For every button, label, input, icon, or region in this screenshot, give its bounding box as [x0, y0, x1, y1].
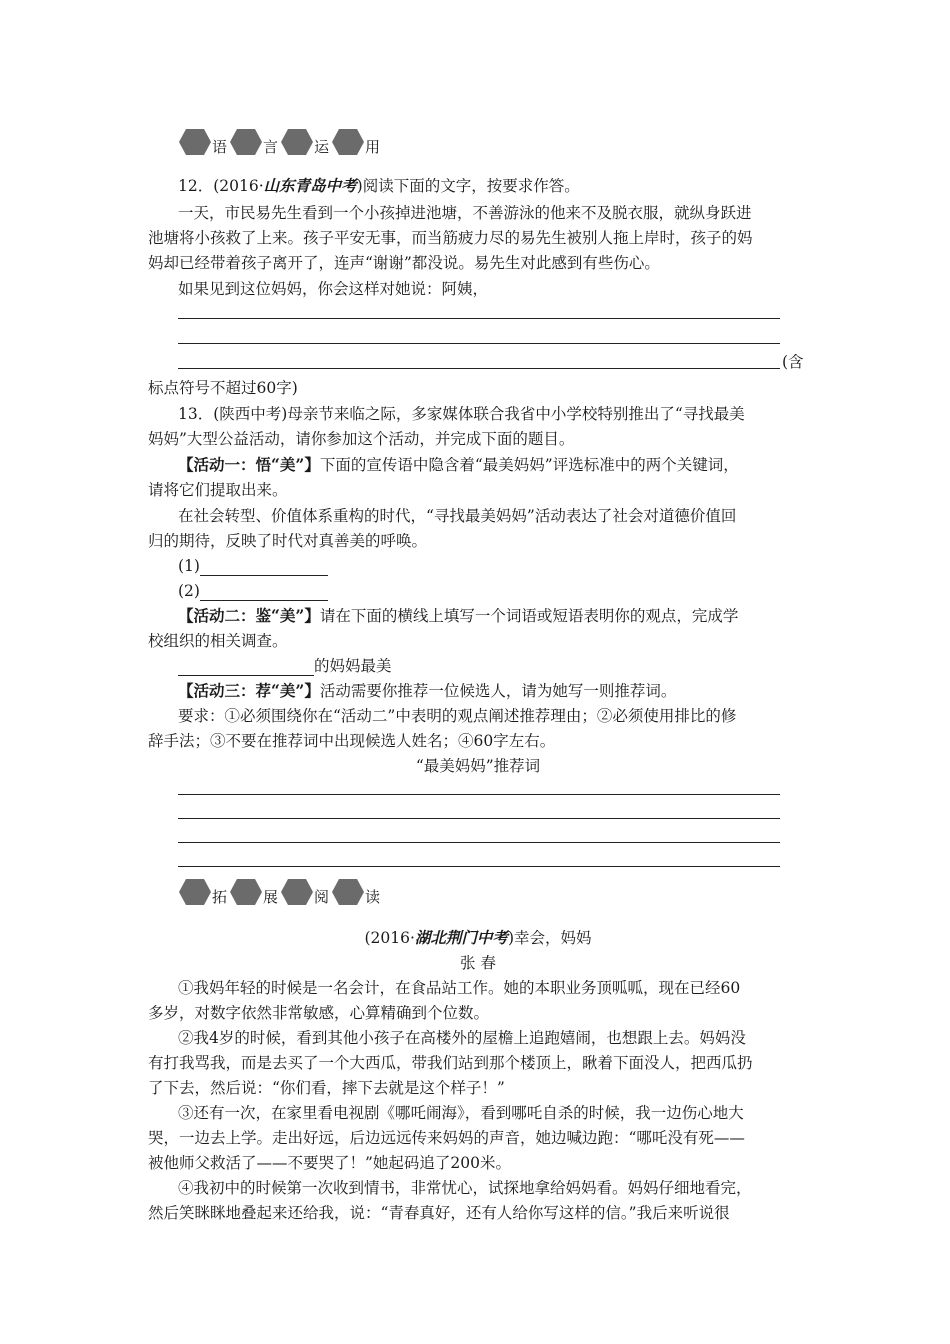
hexagon-icon — [229, 128, 263, 156]
activity-1-cont: 请将它们提取出来。 — [148, 481, 288, 499]
reading-line: 多岁，对数字依然非常敏感，心算精确到个位数。 — [148, 1004, 490, 1022]
reading-line: 了下去，然后说：“你们看，摔下去就是这个样子！” — [148, 1079, 505, 1097]
hexagon-icon — [280, 878, 314, 906]
section-header-language-use — [178, 120, 382, 156]
q13-text-line: 妈妈”大型公益活动，请你参加这个活动，并完成下面的题目。 — [148, 430, 575, 448]
activity-3: 【活动三：荐“美”】活动需要你推荐一位候选人，请为她写一则推荐词。 — [178, 681, 677, 700]
answer-line[interactable] — [178, 343, 780, 344]
blank-line[interactable] — [200, 584, 328, 601]
reading-line: 哭，一边去上学。走出好远，后边远远传来妈妈的声音，她边喊边跑：“哪吒没有死—— — [148, 1129, 745, 1147]
reading-line: ④我初中的时候第一次收到情书，非常忧心，试探地拿给妈妈看。妈妈仔细地看完， — [178, 1179, 752, 1197]
activity-2: 【活动二：鉴“美”】请在下面的横线上填写一个词语或短语表明你的观点，完成学 — [178, 606, 739, 625]
q12-limit-note: (含 — [782, 353, 804, 371]
section-char: 读 — [365, 888, 381, 906]
section-char: 言 — [263, 138, 279, 156]
hexagon-icon — [178, 878, 212, 906]
hexagon-icon — [178, 128, 212, 156]
section-header-extended-reading — [178, 870, 382, 906]
blank-line[interactable] — [178, 659, 314, 676]
answer-line[interactable] — [178, 368, 780, 369]
answer-line[interactable] — [178, 818, 780, 819]
slogan-line: 在社会转型、价值体系重构的时代，“寻找最美妈妈”活动表达了社会对道德价值回 — [178, 507, 737, 525]
reading-line: 被他师父救活了——不要哭了！”她起码追了200米。 — [148, 1154, 512, 1172]
hexagon-icon — [229, 878, 263, 906]
answer-line[interactable] — [178, 866, 780, 867]
question-13-heading: 13．(陕西中考)母亲节来临之际，多家媒体联合我省中小学校特别推出了“寻找最美 — [178, 405, 745, 423]
q12-passage-line: 池塘将小孩救了上来。孩子平安无事，而当筋疲力尽的易先生被别人拖上岸时，孩子的妈 — [148, 229, 753, 247]
activity-2-cont: 校组织的相关调查。 — [148, 632, 288, 650]
question-12-heading: 12．(2016·山东青岛中考)阅读下面的文字，按要求作答。 — [178, 176, 580, 195]
section-char: 阅 — [314, 888, 330, 906]
answer-line[interactable] — [178, 794, 780, 795]
requirements-line: 辞手法；③不要在推荐词中出现候选人姓名；④60字左右。 — [148, 732, 556, 750]
q12-prompt: 如果见到这位妈妈，你会这样对她说：阿姨， — [178, 280, 489, 298]
reading-author: 张 春 — [460, 954, 496, 972]
reading-line: 然后笑眯眯地叠起来还给我，说：“青春真好，还有人给你写这样的信。”我后来听说很 — [148, 1204, 730, 1222]
section-char: 展 — [263, 888, 279, 906]
q12-limit-note: 标点符号不超过60字) — [148, 379, 298, 397]
reading-line: ③还有一次，在家里看电视剧《哪吒闹海》，看到哪吒自杀的时候，我一边伤心地大 — [178, 1104, 744, 1122]
activity-2-blank: 的妈妈最美 — [178, 656, 838, 676]
reading-line: 有打我骂我，而是去买了一个大西瓜，带我们站到那个楼顶上，瞅着下面没人，把西瓜扔 — [148, 1054, 753, 1072]
hexagon-icon — [331, 878, 365, 906]
hexagon-icon — [331, 128, 365, 156]
blank-line[interactable] — [200, 559, 328, 576]
section-char: 拓 — [212, 888, 228, 906]
requirements-line: 要求：①必须围绕你在“活动二”中表明的观点阐述推荐理由；②必须使用排比的修 — [178, 707, 737, 725]
section-char: 运 — [314, 138, 330, 156]
blank-1: (1) — [178, 556, 838, 576]
reading-line: ②我4岁的时候，看到其他小孩子在高楼外的屋檐上追跑嬉闹，也想跟上去。妈妈没 — [178, 1029, 746, 1047]
q12-passage-line: 一天，市民易先生看到一个小孩掉进池塘，不善游泳的他来不及脱衣服，就纵身跃进 — [178, 204, 752, 222]
blank-2: (2) — [178, 581, 838, 601]
reading-line: ①我妈年轻的时候是一名会计，在食品站工作。她的本职业务顶呱呱，现在已经60 — [178, 979, 741, 997]
slogan-line: 归的期待，反映了时代对真善美的呼唤。 — [148, 532, 428, 550]
q12-passage-line: 妈却已经带着孩子离开了，连声“谢谢”都没说。易先生对此感到有些伤心。 — [148, 254, 660, 272]
activity-1: 【活动一：悟“美”】下面的宣传语中隐含着“最美妈妈”评选标准中的两个关键词， — [178, 455, 739, 474]
section-char: 语 — [212, 138, 228, 156]
hexagon-icon — [280, 128, 314, 156]
recommendation-title: “最美妈妈”推荐词 — [415, 757, 541, 775]
answer-line[interactable] — [178, 318, 780, 319]
section-char: 用 — [365, 138, 381, 156]
answer-line[interactable] — [178, 842, 780, 843]
reading-title: (2016·湖北荆门中考)幸会，妈妈 — [364, 928, 592, 947]
